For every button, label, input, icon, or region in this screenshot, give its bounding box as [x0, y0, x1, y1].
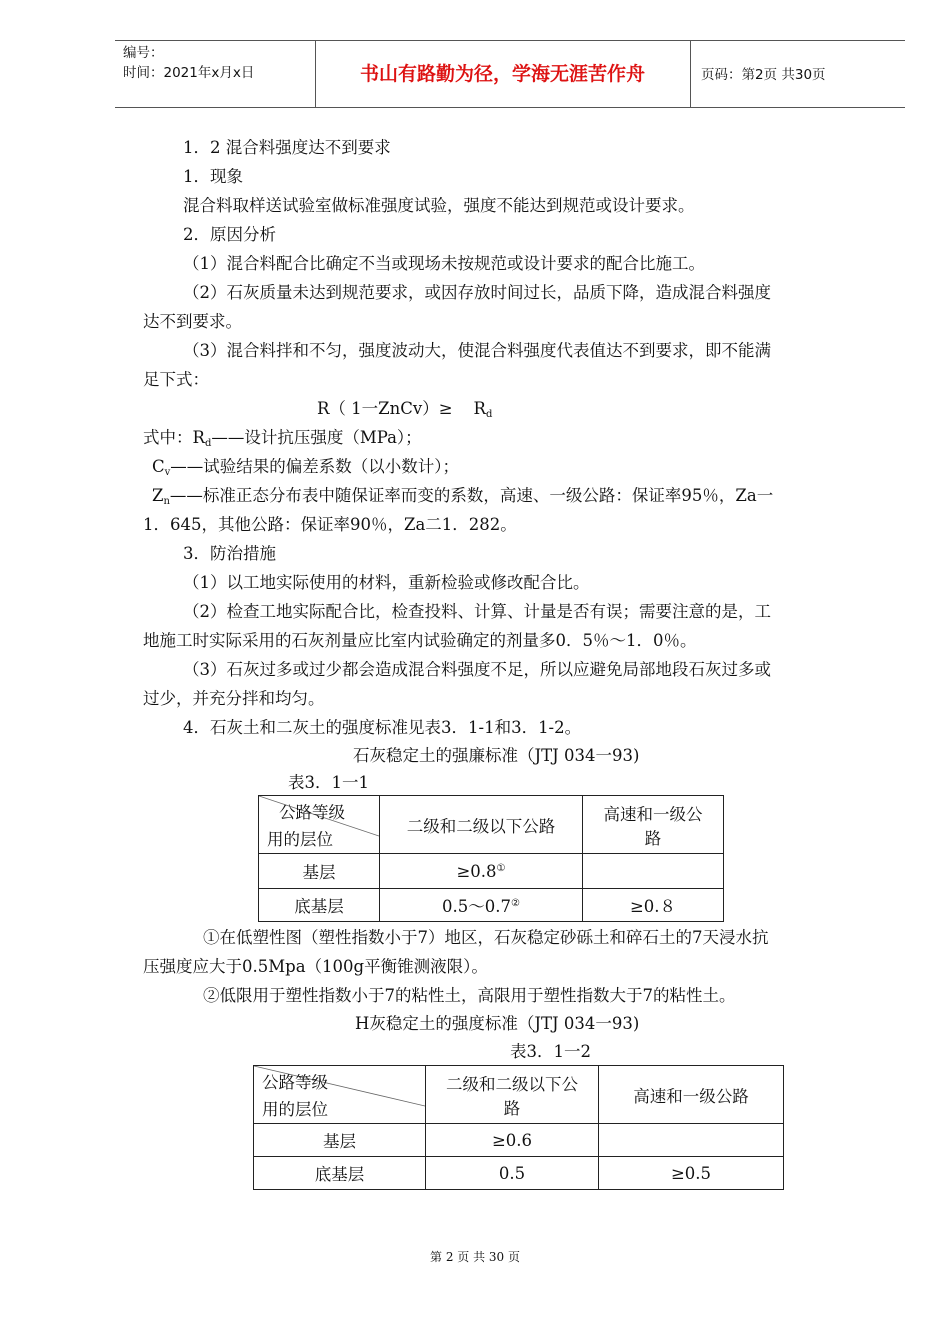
corner-top-label: 公路等级 — [279, 803, 345, 822]
table1-title: 石灰稳定土的强廉标准（JTJ 034一93) — [353, 746, 640, 765]
paragraph: （1）以工地实际使用的材料，重新检验或修改配合比。 — [183, 573, 590, 592]
cell-value: 0.5～0.7 — [442, 897, 511, 916]
paragraph: （2）检查工地实际配合比，检查投料、计算、计量是否有误；需要注意的是，工 — [183, 602, 771, 621]
definition: 1．645，其他公路：保证率90％，Za二1．282。 — [143, 515, 517, 534]
definition-text: ——标准正态分布表中随保证率而变的系数，高速、一级公路：保证率95％，Za一 — [169, 486, 774, 505]
corner-bottom-label: 用的层位 — [267, 830, 333, 849]
table-cell: ≥0.6 — [426, 1124, 599, 1157]
formula — [317, 398, 492, 426]
table-row — [259, 889, 724, 922]
formula-left: R（ 1一ZnCv）≥ — [317, 399, 453, 418]
paragraph: （2）石灰质量未达到规范要求，或因存放时间过长，品质下降，造成混合料强度 — [183, 283, 771, 302]
table2 — [253, 1065, 784, 1190]
corner-top-label: 公路等级 — [262, 1073, 328, 1092]
table-cell — [599, 1124, 784, 1157]
table-cell — [583, 854, 724, 889]
paragraph: （3）石灰过多或过少都会造成混合料强度不足，所以应避免局部地段石灰过多或 — [183, 660, 771, 679]
table-header-cell: 二级和二级以下公路 — [380, 796, 583, 854]
table-cell: ≥0.5 — [599, 1157, 784, 1190]
table-cell: 0.5 — [426, 1157, 599, 1190]
table-row — [254, 1124, 784, 1157]
header-page-label: 页码：第2页 共30页 — [701, 67, 826, 83]
definition-text: ——试验结果的偏差系数（以小数计）； — [170, 457, 460, 476]
table1 — [258, 795, 724, 922]
definition-subscript: n — [163, 496, 170, 507]
footnote-mark: ① — [496, 862, 506, 874]
header-line: 高速和一级公 — [603, 804, 703, 824]
definition-text: ——设计抗压强度（MPa）； — [211, 428, 422, 447]
header-line: 二级和二级以下公 — [446, 1074, 578, 1094]
header-meta — [123, 43, 323, 83]
table-corner-cell — [259, 796, 380, 854]
definition — [152, 456, 459, 484]
serial-label: 编号： — [123, 45, 164, 61]
definition-text: C — [152, 457, 165, 476]
page-footer: 第 2 页 共 30 页 — [430, 1250, 520, 1264]
subheading-phenomenon: 1．现象 — [183, 167, 243, 186]
table-header-row — [259, 796, 724, 854]
footnote-mark: ② — [511, 898, 520, 909]
header-motto: 书山有路勤为径，学海无涯苦作舟 — [359, 63, 645, 85]
table-header-cell — [583, 796, 724, 854]
paragraph: 混合料取样送试验室做标准强度试验，强度不能达到规范或设计要求。 — [183, 196, 695, 215]
table-header-row — [254, 1066, 784, 1124]
paragraph: 达不到要求。 — [143, 312, 242, 331]
table-cell: ≥0.８ — [583, 889, 724, 922]
definition-text: Z — [152, 486, 164, 505]
corner-bottom-label: 用的层位 — [262, 1100, 328, 1119]
header-line: 路 — [503, 1098, 521, 1118]
table-cell: 基层 — [254, 1124, 426, 1157]
time-label: 时间：2021年x月x日 — [123, 65, 255, 81]
definition — [143, 427, 422, 455]
table-corner-cell — [254, 1066, 426, 1124]
formula-subscript: d — [485, 409, 493, 420]
paragraph: 4．石灰土和二灰土的强度标准见表3．1-1和3．1-2。 — [183, 718, 582, 737]
paragraph: （1）混合料配合比确定不当或现场未按规范或设计要求的配合比施工。 — [183, 254, 705, 273]
table-header-cell: 高速和一级公路 — [599, 1066, 784, 1124]
cell-value: ≥0.8 — [456, 861, 497, 881]
table-cell — [380, 889, 583, 922]
definition-text: 式中：R — [143, 428, 205, 447]
header-line: 路 — [644, 828, 662, 848]
table-header-cell — [426, 1066, 599, 1124]
table2-title: H灰稳定土的强度标准（JTJ 034一93) — [355, 1014, 640, 1033]
table1-label: 表3．1一1 — [288, 773, 369, 792]
table-row — [254, 1157, 784, 1190]
footnote: ②低限用于塑性指数小于7的粘性土，高限用于塑性指数大于7的粘性土。 — [203, 986, 736, 1005]
paragraph: （3）混合料拌和不匀，强度波动大，使混合料强度代表值达不到要求，即不能满 — [183, 341, 771, 360]
subheading-cause: 2．原因分析 — [183, 225, 276, 244]
footnote: 压强度应大于0.5Mpa（100g平衡锥测液限）。 — [143, 957, 488, 976]
table-cell: 基层 — [259, 854, 380, 889]
table2-label: 表3．1一2 — [510, 1042, 591, 1061]
definition-subscript: d — [204, 438, 212, 449]
paragraph: 地施工时实际采用的石灰剂量应比室内试验确定的剂量多0．5％～1．0％。 — [143, 631, 697, 650]
section-heading: 1．2 混合料强度达不到要求 — [183, 138, 391, 157]
page-header — [115, 40, 905, 108]
table-cell: 底基层 — [254, 1157, 426, 1190]
table-row — [259, 854, 724, 889]
footnote: ①在低塑性图（塑性指数小于7）地区，石灰稳定砂砾土和碎石土的7天浸水抗 — [203, 928, 769, 947]
table-cell — [380, 854, 583, 889]
header-divider — [690, 41, 691, 107]
definition-subscript: v — [164, 467, 171, 478]
formula-right: R — [473, 399, 486, 418]
subheading-measures: 3．防治措施 — [183, 544, 276, 563]
definition — [152, 485, 773, 513]
paragraph: 足下式： — [143, 370, 209, 389]
paragraph: 过少，并充分拌和均匀。 — [143, 689, 325, 708]
table-cell: 底基层 — [259, 889, 380, 922]
